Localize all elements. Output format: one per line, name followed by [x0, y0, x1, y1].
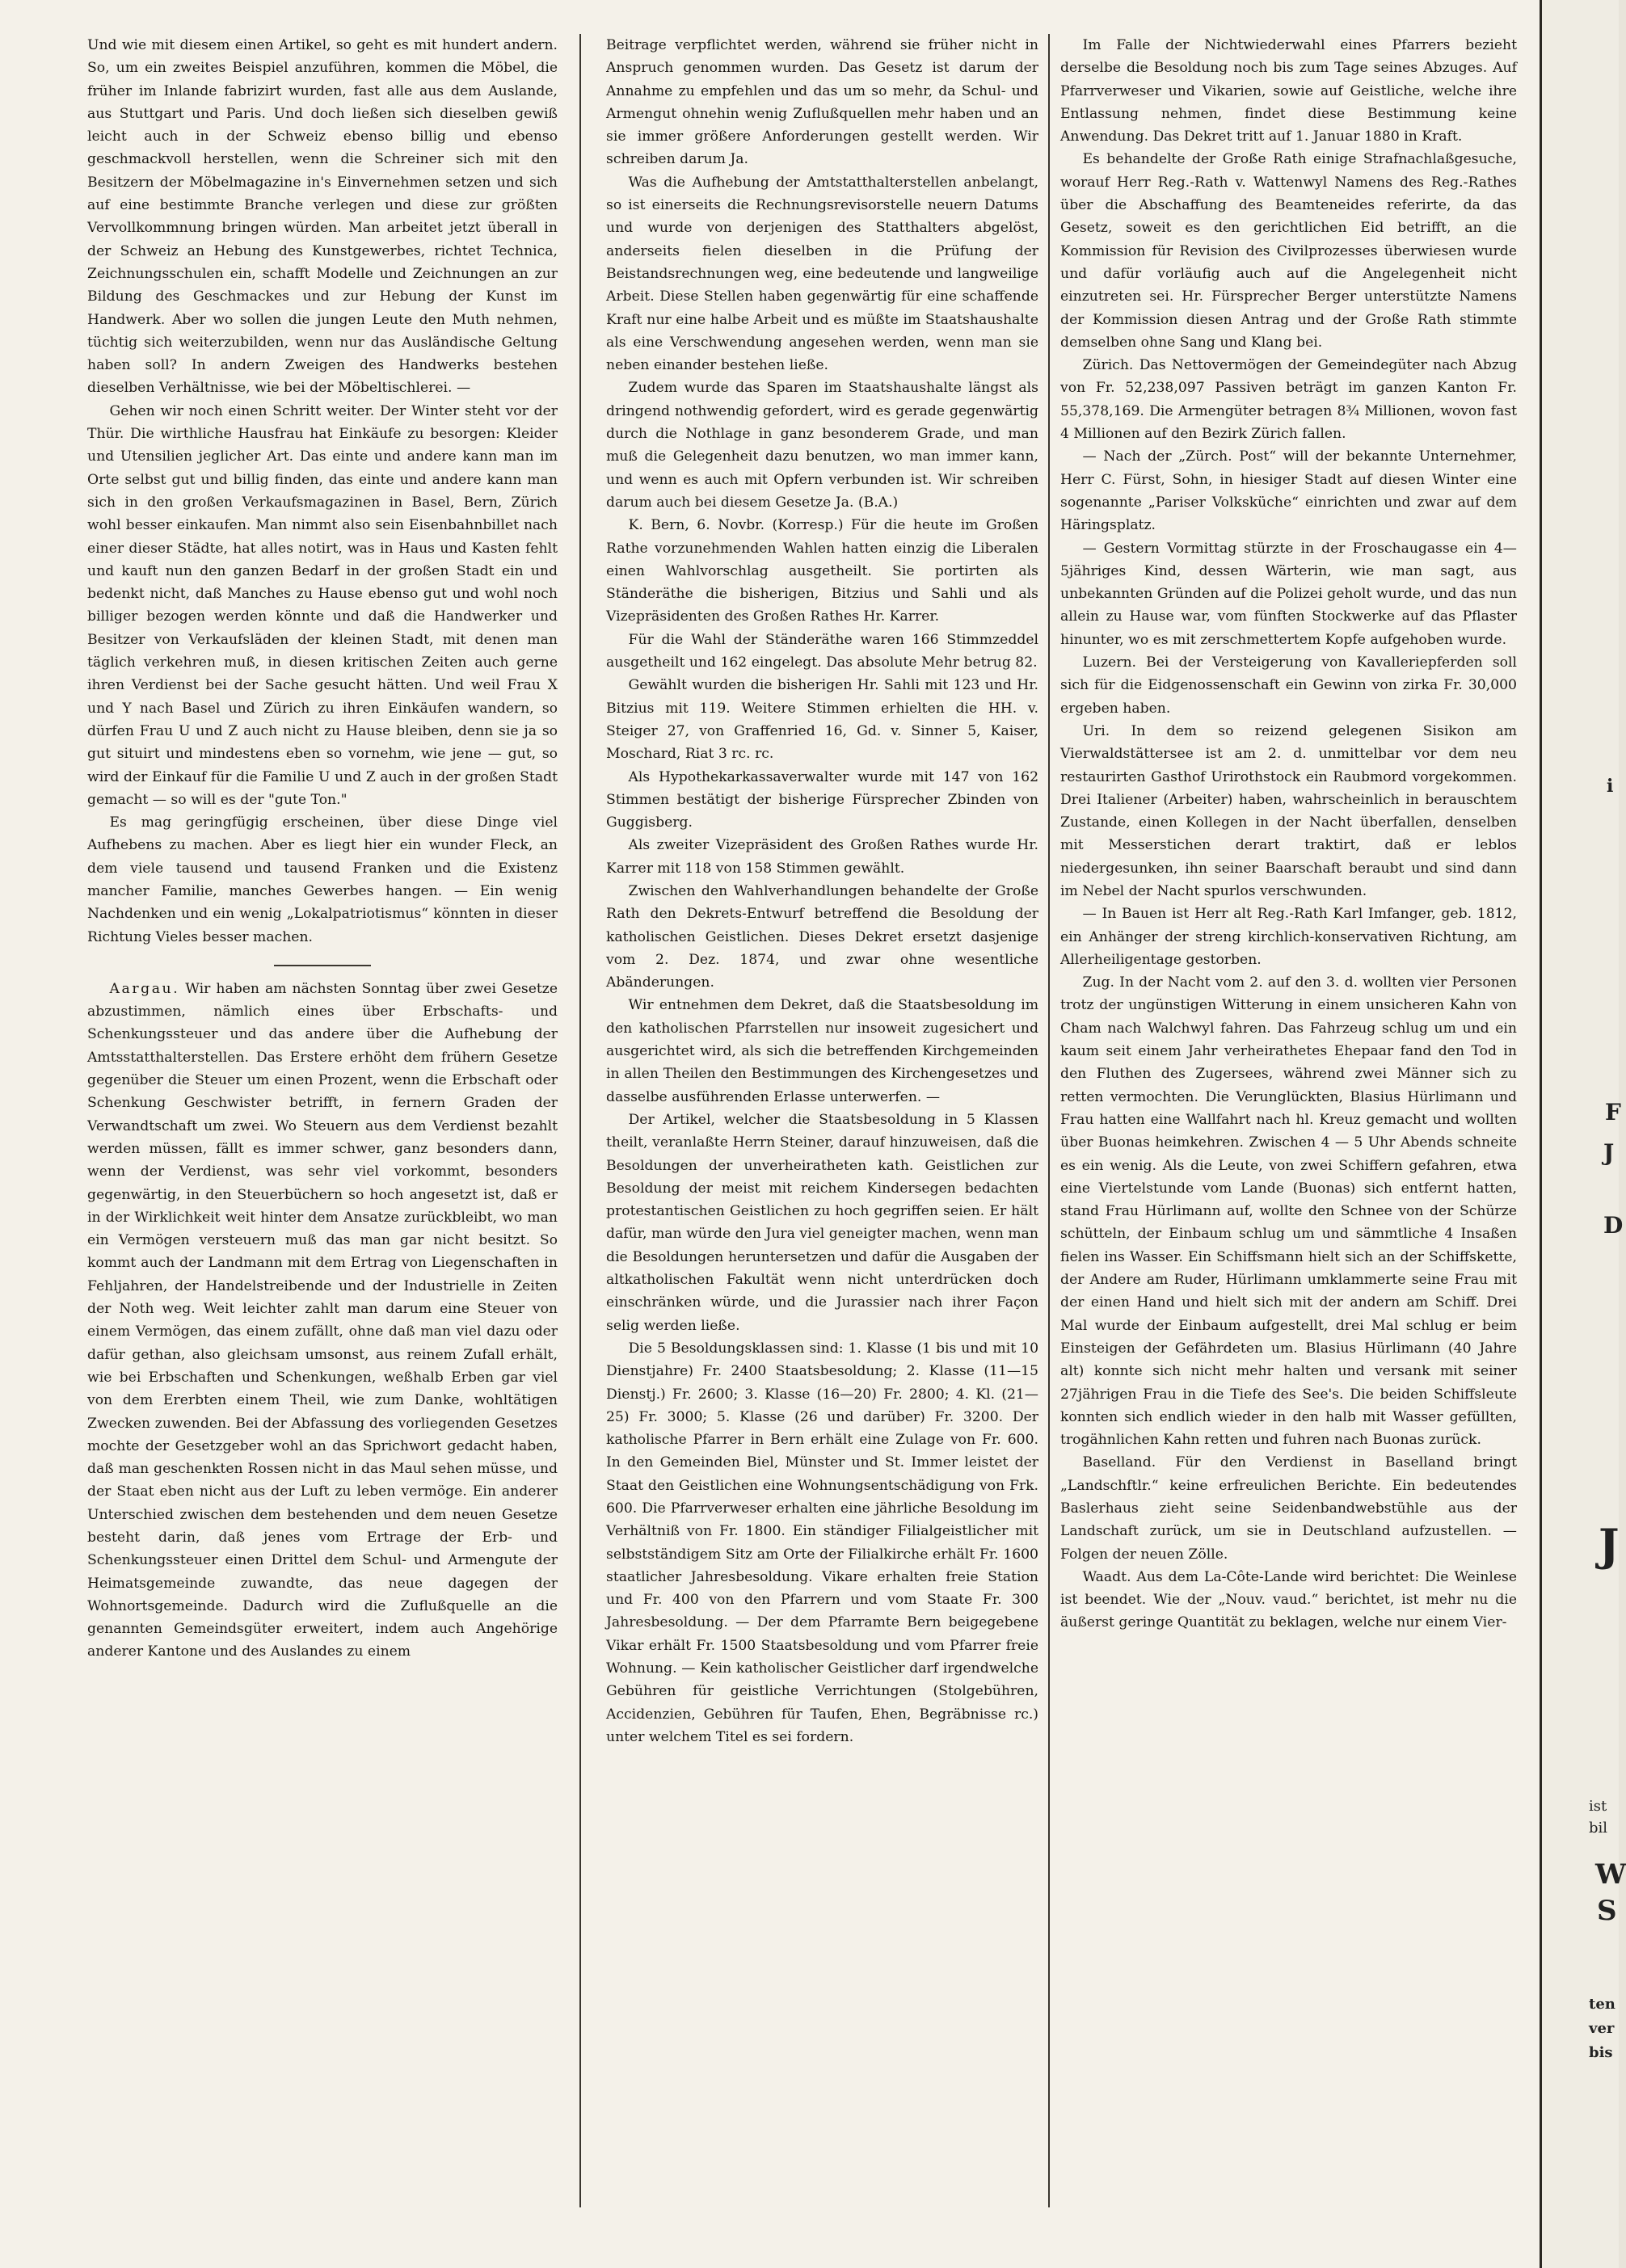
- article-paragraph: Es mag geringfügig erscheinen, über diese Dinge viel Aufhebens zu machen. Aber es liegt hier ein wunder Fleck, an dem viele tausend und tausend Franken und die Existenz mancher Familie, manches Gewerbes hangen. — Ein wenig Nachdenken und ein wenig „Lokalpatriotismus“ könnten in dieser Richtung Vieles besser machen.: [87, 814, 558, 945]
- article-paragraph: Zudem wurde das Sparen im Staatshaushalte längst als dringend nothwendig gefordert, wird es gerade gegenwärtig durch die Nothlage in ganz besonderem Grade, und man muß die Gelegenheit dazu benutzen, wo man immer kann, und wenn es auch mit Opfern verbunden ist. Wir schreiben darum auch bei diesem Gesetze Ja. (B.A.): [606, 380, 1038, 511]
- article-paragraph: — In Bauen ist Herr alt Reg.-Rath Karl Imfanger, geb. 1812, ein Anhänger der streng kirchlich-konservativen Richtung, am Allerheiligentage gestorben.: [1060, 906, 1517, 968]
- article-paragraph: — Nach der „Zürch. Post“ will der bekannte Unternehmer, Herr C. Fürst, Sohn, in hiesiger Stadt auf diesen Winter eine sogenannte „Pariser Volksküche“ einrichten und zwar auf dem Häringsplatz.: [1060, 448, 1517, 534]
- article-paragraph-zurich: Zürich. Das Nettovermögen der Gemeindegüter nach Abzug von Fr. 52,238,097 Passiven beträgt im ganzen Kanton Fr. 55,378,169. Die Armengüter betragen 8¾ Millionen, wovon fast 4 Millionen auf den Bezirk Zürich fallen.: [1060, 357, 1517, 443]
- article-paragraph-zug: Zug. In der Nacht vom 2. auf den 3. d. wollten vier Personen trotz der ungünstigen Witterung in einem unsicheren Kahn von Cham nach Walchwyl fahren. Das Fahrzeug schlug um und ein kaum seit einem Jahr verheirathetes Ehepaar fand den Tod in den Fluthen des Zugersees, während zwei Männer sich zu retten vermochten. Die Verunglückten, Blasius Hürlimann und Frau hatten eine Wallfahrt nach hl. Kreuz gemacht und wollten über Buonas heimkehren. Zwischen 4 — 5 Uhr Abends schneite es ein wenig. Als die Leute, von zwei Schiffern gefahren, etwa eine Viertelstunde vom Lande (Buonas) sich entfernt hatten, stand Frau Hürlimann auf, wollte den Schnee von der Schürze schütteln, der Einbaum schlug um und sämmtliche 4 Insaßen fielen ins Wasser. Ein Schiffsmann hielt sich an der Schiffskette, der Andere am Ruder, Hürlimann umklammerte seine Frau mit der einen Hand und hielt sich mit der andern am Schiff. Drei Mal wurde der Einbaum aufgestellt, drei Mal schlug er beim Einsteigen der Gefährdeten um. Blasius Hürlimann (40 Jahre alt) konnte sich nicht mehr halten und versank mit seiner 27jährigen Frau in die Tiefe des See's. Die beiden Schiffsleute konnten sich endlich wieder in den halb mit Wasser gefüllten, trogähnlichen Kahn retten und fuhren nach Buonas zurück.: [1060, 974, 1517, 1449]
- edge-fragment: J: [1599, 1519, 1620, 1571]
- article-paragraph-bern: K. Bern, 6. Novbr. (Korresp.) Für die heute im Großen Rathe vorzunehmenden Wahlen hatten einzig die Liberalen einen Wahlvorschlag ausgetheilt. Sie portirten als Ständeräthe die bisherigen, Bitzius und Sahli und als Vizepräsidenten des Großen Rathes Hr. Karrer.: [606, 517, 1038, 625]
- article-paragraph: Als zweiter Vizepräsident des Großen Rathes wurde Hr. Karrer mit 118 von 158 Stimmen gewählt.: [606, 837, 1038, 877]
- article-paragraph-luzern: Luzern. Bei der Versteigerung von Kavalleriepferden soll sich für die Eidgenossenschaft ein Gewinn von zirka Fr. 30,000 ergeben haben.: [1060, 654, 1517, 717]
- article-paragraph: Es behandelte der Große Rath einige Strafnachlaßgesuche, worauf Herr Reg.-Rath v. Wattenwyl Namens des Reg.-Rathes über die Abschaffung des Beamteneides referirte, da das Gesetz, soweit es den gerichtlichen Eid betrifft, an die Kommission für Revision des Civilprozesses überwiesen wurde und dafür vorläufig auch auf die Angelegenheit nicht einzutreten sei. Hr. Fürsprecher Berger unterstützte Namens der Kommission diesen Antrag und der Große Rath stimmte demselben ohne Sang und Klang bei.: [1060, 151, 1517, 351]
- article-paragraph: Die 5 Besoldungsklassen sind: 1. Klasse (1 bis und mit 10 Dienstjahre) Fr. 2400 Staatsbesoldung; 2. Klasse (11—15 Dienstj.) Fr. 2600; 3. Klasse (16—20) Fr. 2800; 4. Kl. (21—25) Fr. 3000; 5. Klasse (26 und darüber) Fr. 3200. Der katholische Pfarrer in Bern erhält eine Zulage von Fr. 600. In den Gemeinden Biel, Münster und St. Immer leistet der Staat den Geistlichen eine Wohnungsentschädigung von Frk. 600. Die Pfarrverweser erhalten eine jährliche Besoldung im Verhältniß von Fr. 1800. Ein ständiger Filialgeistlicher mit selbstständigem Sitz am Orte der Filialkirche erhält Fr. 1600 staatlicher Jahresbesoldung. Vikare erhalten freie Station und Fr. 400 von den Pfarrern und vom Staate Fr. 300 Jahresbesoldung. — Der dem Pfarramte Bern beigegebene Vikar erhält Fr. 1500 Staatsbesoldung und vom Pfarrer freie Wohnung. — Kein katholischer Geistlicher darf irgendwelche Gebühren für geistliche Verrichtungen (Stolgebühren, Accidenzien, Gebühren für Taufen, Ehen, Begräbnisse rc.) unter welchem Titel es sei fordern.: [606, 1340, 1038, 1745]
- article-paragraph: Im Falle der Nichtwiederwahl eines Pfarrers bezieht derselbe die Besoldung noch bis zum Tage seines Abzuges. Auf Pfarrverweser und Vikarien, sowie auf Geistliche, welche ihre Entlassung nehmen, findet diese Bestimmung keine Anwendung. Das Dekret tritt auf 1. Januar 1880 in Kraft.: [1060, 37, 1517, 145]
- article-paragraph: Für die Wahl der Ständeräthe waren 166 Stimmzeddel ausgetheilt und 162 eingelegt. Das absolute Mehr betrug 82.: [606, 631, 1038, 671]
- article-text: Wir haben am nächsten Sonntag über zwei Gesetze abzustimmen, nämlich eines über Erbschafts- und Schenkungssteuer und das andere über die Aufhebung der Amtsstatthalterstellen. Das Erstere erhöht dem frühern Gesetze gegenüber die Steuer um einen Prozent, wenn die Erbschaft oder Schenkung Geschwister betrifft, in fernern Graden der Verwandtschaft um zwei. Wo Steuern aus dem Verdienst bezahlt werden müssen, fällt es immer schwer, ganz besonders dann, wenn der Verdienst, was sehr viel vorkommt, besonders gegenwärtig, in den Steuerbüchern so hoch angesetzt ist, daß er in der Wirklichkeit weit hinter dem Ansatze zurückbleibt, wo man ein Vermögen versteuern muß das man gar nicht besitzt. So kommt auch der Landmann mit dem Ertrag von Liegenschaften in Fehljahren, der Handelstreibende und der Industrielle in Zeiten der Noth weg. Weit leichter zahlt man darum eine Steuer von einem Vermögen, das einem zufällt, ohne daß man viel dazu oder dafür gethan, also gleichsam umsonst, aus reinem Zufall erhält, wie bei Erbschaften und Schenkungen, weßhalb Erben gar viel von dem Ererbten einem Theil, wie zum Danke, wohltätigen Zwecken zuwenden. Bei der Abfassung des vorliegenden Gesetzes mochte der Gesetzgeber wohl an das Sprichwort gedacht haben, daß man geschenkten Rossen nicht in das Maul sehen müsse, und der Staat eben nicht aus der Luft zu leben vermöge. Ein anderer Unterschied zwischen dem bestehenden und dem neuen Gesetze besteht darin, daß jenes vom Ertrage der Erb- und Schenkungssteuer einen Drittel dem Schul- und Armengute der Heimatsgemeinde zuwandte, das neue dagegen der Wohnortsgemeinde. Dadurch wird die Zuflußquelle an die genannten Gemeindsgüter erweitert, indem auch Angehörige anderer Kantone und des Auslandes zu einem: [87, 980, 558, 1660]
- article-paragraph: Und wie mit diesem einen Artikel, so geht es mit hundert andern. So, um ein zweites Beispiel anzuführen, kommen die Möbel, die früher im Inlande fabrizirt wurden, fast alle aus dem Auslande, aus Stuttgart und Paris. Und doch ließen sich dieselben gewiß leicht auch in der Schweiz ebenso billig und ebenso geschmackvoll herstellen, wenn die Schreiner sich mit den Besitzern der Möbelmagazine in's Einvernehmen setzen und sich auf eine bestimmte Branche verlegen und diese zur größten Vervollkommnung bringen würden. Man arbeitet jetzt überall in der Schweiz an Hebung des Kunstgewerbes, richtet Technica, Zeichnungsschulen ein, schafft Modelle und Zeichnungen an zur Bildung des Geschmackes und zur Hebung der Kunst im Handwerk. Aber wo sollen die jungen Leute den Muth nehmen, tüchtig sich weiterzubilden, wenn nur das Ausländische Geltung haben soll? In andern Zweigen des Handwerks bestehen dieselben Verhältnisse, wie bei der Möbeltischlerei. —: [87, 37, 558, 397]
- adjacent-page-edge: [1540, 0, 1626, 2268]
- article-paragraph: Beitrage verpflichtet werden, während sie früher nicht in Anspruch genommen wurden. Das Gesetz ist darum der Annahme zu empfehlen und das um so mehr, da Schul- und Armengut ohnehin wenig Zuflußquellen mehr haben und an sie immer größere Anforderungen gestellt werden. Wir schreiben darum Ja.: [606, 37, 1038, 168]
- article-paragraph-uri: Uri. In dem so reizend gelegenen Sisikon am Vierwaldstättersee ist am 2. d. unmittelbar vor dem neu restaurirten Gasthof Urirothstock ein Raubmord vorgekommen. Drei Italiener (Arbeiter) haben, wahrscheinlich in berauschtem Zustande, einen Kollegen in der Nacht überfallen, denselben mit Messerstichen derart traktirt, daß er leblos niedergesunken, ihn seiner Baarschaft beraubt und sind dann im Nebel der Nacht spurlos verschwunden.: [1060, 722, 1517, 899]
- article-paragraph: Gehen wir noch einen Schritt weiter. Der Winter steht vor der Thür. Die wirthliche Hausfrau hat Einkäufe zu besorgen: Kleider und Utensilien jeglicher Art. Das einte und andere kann man im Orte selbst gut und billig finden, das einte und andere kann man sich in den großen Verkaufsmagazinen in Basel, Bern, Zürich wohl besser einkaufen. Man nimmt also sein Eisenbahnbillet nach einer dieser Städte, hat alles notirt, was in Haus und Kasten fehlt und kauft nun den ganzen Bedarf in der großen Stadt ein und bedenkt nicht, daß Manches zu Hause ebenso gut und wohl noch billiger bezogen werden könnte und daß die Handwerker und Besitzer von Verkaufsläden der kleinen Stadt, mit denen man täglich verkehren muß, in diesen kritischen Zeiten auch gerne ihren Verdienst bei der Sache gesucht hätten. Und weil Frau X und Y nach Basel und Zürich zu ihren Einkäufen wandern, so dürfen Frau U und Z auch nicht zu Hause bleiben, denn sie ja so gut situirt und mindestens eben so vornehm, wie jene — gut, so wird der Einkauf für die Familie U und Z auch in der großen Stadt gemacht — so will es der "gute Ton.": [87, 402, 558, 808]
- article-paragraph: Gewählt wurden die bisherigen Hr. Sahli mit 123 und Hr. Bitzius mit 119. Weitere Stimmen erhielten die HH. v. Steiger 27, von Graffenried 16, Gd. v. Sinner 5, Kaiser, Moschard, Riat 3 rc. rc.: [606, 677, 1038, 763]
- section-divider: [274, 965, 371, 966]
- article-paragraph: Wir entnehmen dem Dekret, daß die Staatsbesoldung im den katholischen Pfarrstellen nur insoweit zugesichert und ausgerichtet wird, als sich die betreffenden Kirchgemeinden in allen Theilen den Bestimmungen des Kirchengesetzes und dasselbe ausführenden Erlasse unterwerfen. —: [606, 997, 1038, 1105]
- column-left: [87, 34, 558, 2232]
- edge-fragment: ten: [1589, 1996, 1615, 2013]
- edge-fragment: ist: [1589, 1798, 1607, 1815]
- column-rule: [1048, 34, 1050, 2207]
- column-middle: [606, 34, 1038, 2232]
- edge-fragment: ver: [1589, 2020, 1615, 2037]
- edge-fragment: F: [1605, 1099, 1621, 1126]
- article-paragraph: Zwischen den Wahlverhandlungen behandelte der Große Rath den Dekrets-Entwurf betreffend die Besoldung der katholischen Geistlichen. Dieses Dekret ersetzt dasjenige vom 2. Dez. 1874, und zwar ohne wesentliche Abänderungen.: [606, 882, 1038, 991]
- column-right: [1060, 34, 1517, 2232]
- edge-fragment: J: [1603, 1139, 1615, 1166]
- article-paragraph: Der Artikel, welcher die Staatsbesoldung in 5 Klassen theilt, veranlaßte Herrn Steiner, darauf hinzuweisen, daß die Besoldungen der unverheiratheten kath. Geistlichen zur Besoldung der meist mit reichem Kindersegen bedachten protestantischen Geistlichen zu hoch gegriffen seien. Er hält dafür, man würde den Jura viel geneigter machen, wenn man die Besoldungen heruntersetzen und dafür die Ausgaben der altkatholischen Fakultät wenn nicht unterdrücken doch einschränken würde, und die Jurassier nach ihrer Façon selig werden ließe.: [606, 1111, 1038, 1334]
- article-paragraph-waadt: Waadt. Aus dem La-Côte-Lande wird berichtet: Die Weinlese ist beendet. Wie der „Nouv. vaud.“ berichtet, ist mehr nu die äußerst geringe Quantität zu beklagen, welche nur einem Vier-: [1060, 1568, 1517, 1631]
- edge-fragment: bil: [1589, 1820, 1608, 1837]
- edge-fragment: bis: [1589, 2044, 1613, 2061]
- edge-fragment: W: [1595, 1858, 1626, 1891]
- article-paragraph-aargau: [87, 978, 558, 1664]
- edge-fragment: i: [1607, 776, 1614, 797]
- article-paragraph: Als Hypothekarkassaverwalter wurde mit 147 von 162 Stimmen bestätigt der bisherige Fürsprecher Zbinden von Guggisberg.: [606, 768, 1038, 831]
- edge-fragment: D: [1603, 1212, 1624, 1239]
- dateline-aargau: Aargau.: [109, 980, 180, 997]
- column-rule: [579, 34, 581, 2207]
- article-paragraph: Was die Aufhebung der Amtstatthalterstellen anbelangt, so ist einerseits die Rechnungsrevisorstelle neuern Datums und wurde von derjenigen des Statthalters abgelöst, anderseits fielen dieselben in die Prüfung der Beistandsrechnungen weg, eine bedeutende und langweilige Arbeit. Diese Stellen haben gegenwärtig für eine schaffende Kraft nur eine halbe Arbeit und es müßte im Staatshaushalte als eine Verschwendung angesehen werden, wenn man sie neben einander bestehen ließe.: [606, 174, 1038, 374]
- edge-fragment: S: [1597, 1895, 1617, 1927]
- article-paragraph: — Gestern Vormittag stürzte in der Froschaugasse ein 4—5jähriges Kind, dessen Wärterin, wie man sagt, aus unbekannten Gründen auf die Polizei geholt wurde, und das nun allein zu Hause war, vom fünften Stockwerke auf das Pflaster hinunter, wo es mit zerschmettertem Kopfe aufgehoben wurde.: [1060, 540, 1517, 648]
- article-paragraph-baselland: Baselland. Für den Verdienst in Baselland bringt „Landschftlr.“ keine erfreulichen Berichte. Ein bedeutendes Baslerhaus zieht seine Seidenbandwebstühle aus der Landschaft zurück, um sie in Deutschland aufzustellen. — Folgen der neuen Zölle.: [1060, 1454, 1517, 1563]
